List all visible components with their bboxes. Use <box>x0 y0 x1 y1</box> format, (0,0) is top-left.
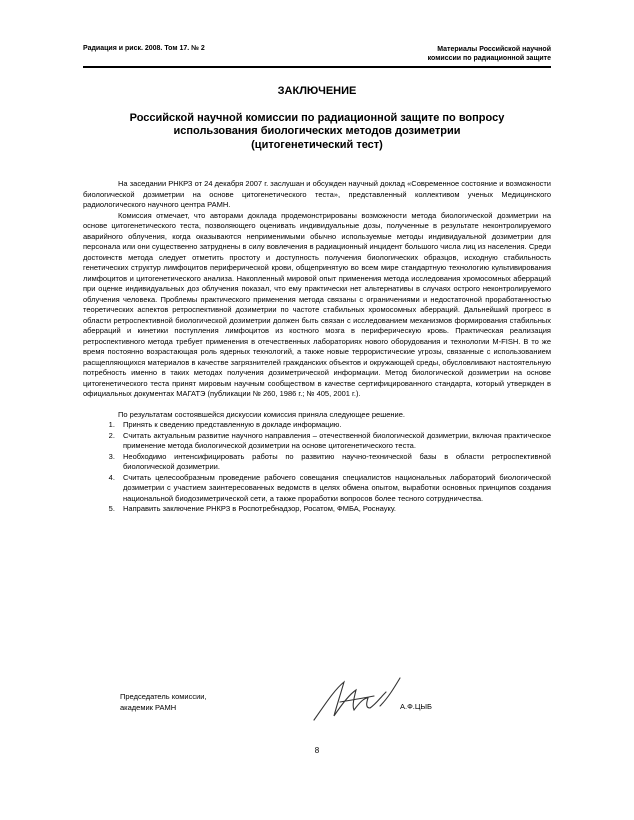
signatory-name: А.Ф.ЦЫБ <box>400 702 432 711</box>
handwritten-signature <box>310 676 405 724</box>
subtitle-line: (цитогенетический тест) <box>251 138 383 151</box>
running-header-section-line2: комиссии по радиационной защите <box>427 55 551 62</box>
signatory-position-line1: Председатель комиссии, <box>120 692 207 701</box>
subtitle-line: Российской научной комиссии по радиационной защите по вопросу <box>129 112 505 124</box>
decision-item: 2. Считать актуальным развитие научного направления – отечественной биологической дозиметрии, включая практическое применение метода биологической дозиметрии на основе цитогенетического теста. <box>117 431 551 452</box>
subtitle-line: использования биологических методов дозиметрии <box>173 125 461 138</box>
document-title: ЗАКЛЮЧЕНИЕ <box>277 85 357 97</box>
decision-list <box>83 420 551 515</box>
decision-intro: По результатам состоявшейся дискуссии комиссия приняла следующее решение. <box>118 409 405 419</box>
document-subtitle <box>100 112 534 152</box>
running-header-section <box>428 45 551 63</box>
page-number: 8 <box>314 746 320 755</box>
body-paragraph: На заседании РНКРЗ от 24 декабря 2007 г. заслушан и обсужден научный доклад «Современное состояние и возможности биологической дозиметрии на основе цитогенетического теста», представленный коллективом ученых Медицинского радиологического научного центра РАМН. <box>83 179 551 209</box>
decision-item: 4. Считать целесообразным проведение рабочего совещания специалистов национальных лабораторий биологической дозиметрии с участием заинтересованных ведомств в целях обмена опытом, выработки основных принципов создания национальной биодозиметрической сети, а также проработки вопросов более тесного сотрудничества. <box>117 473 551 505</box>
decision-item: 5. Направить заключение РНКРЗ в Роспотребнадзор, Росатом, ФМБА, Роснауку. <box>117 504 551 515</box>
header-rule <box>83 66 551 68</box>
document-body <box>83 179 551 515</box>
signatory-position <box>120 691 207 713</box>
running-header-journal: Радиация и риск. 2008. Том 17. № 2 <box>83 45 205 52</box>
body-paragraph: Комиссия отмечает, что авторами доклада продемонстрированы возможности метода биологической дозиметрии на основе цитогенетического теста, позволяющего оценивать индивидуальные дозы, полученные в результате неконтролируемого аварийного облучения, когда оказываются неприменимыми обычно используемые методы индивидуальной дозиметрии для персонала или они существенно затруднены в силу вовлечения в радиационный инцидент большого числа лиц из населения. Среди достоинств метода следует отметить простоту и доступность получения биологических образцов, исходную стабильность генетических структур лимфоцитов периферической крови, общепринятую во всем мире стандартную технологию культивирования лимфоцитов и цитогенетического анализа. Накопленный мировой опыт применения метода исследования хромосомных аберраций при оценке индивидуальных доз облучения показал, что ему практически нет альтернативы в случаях острого неконтролируемого облучения человека. Проблемы практического применения метода связаны с ограничениями и недостаточной проработанностью теоретических аспектов ретроспективной дозиметрии по частоте стабильных хромосомных аберраций. Дальнейший прогресс в области ретроспективной биологической дозиметрии должен быть связан с исследованием механизмов формирования стабильных аберраций и кинетики поступления лимфоцитов из костного мозга в периферическую кровь. Практическая реализация ретроспективного метода требует применения в отечественных лабораториях нового оборудования и технологии M-FISH. В то же время постоянно возрастающая роль ядерных технологий, а также новые террористические угрозы, связанные с использованием расщепляющихся материалов в качестве загрязнителей гражданских объектов и окружающей среды, обусловливают настоятельную потребность именно в таких методах получения дозиметрической информации. Метод биологической дозиметрии на основе цитогенетического теста принят мировым научным сообществом в качестве сертифицированного стандарта, который утвержден в официальных документах МАГАТЭ (публикации № 260, 1986 г.; № 405, 2001 г.). <box>83 210 551 398</box>
running-header-section-line1: Материалы Российской научной <box>437 46 551 53</box>
decision-item: 3. Необходимо интенсифицировать работы по развитию научно-технической базы в области ретроспективной биологической дозиметрии. <box>117 452 551 473</box>
decision-item: 1. Принять к сведению представленную в докладе информацию. <box>117 420 551 431</box>
signatory-position-line2: академик РАМН <box>120 703 177 712</box>
